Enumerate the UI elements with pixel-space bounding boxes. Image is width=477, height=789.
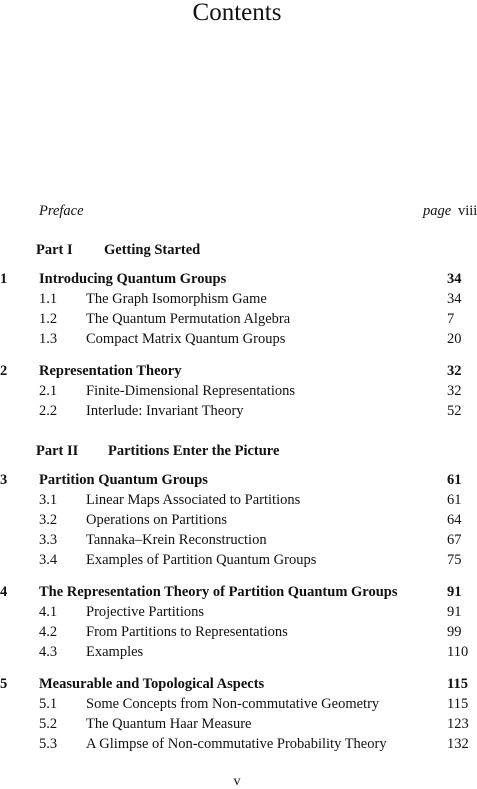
section-page: 52	[447, 403, 462, 419]
section-number: 5.3	[39, 736, 58, 752]
section-page: 91	[447, 604, 462, 620]
section-number: 4.1	[39, 604, 58, 620]
section-page: 110	[447, 644, 469, 660]
chapter-number: 2	[0, 363, 8, 379]
section-title: A Glimpse of Non-commutative Probability Theory	[86, 736, 387, 752]
part-label: Part II	[36, 443, 79, 459]
part-title: Partitions Enter the Picture	[108, 443, 280, 459]
chapter-number: 5	[0, 676, 8, 692]
part-label: Part I	[36, 242, 73, 258]
section-title: Interlude: Invariant Theory	[86, 403, 244, 419]
chapter-title: The Representation Theory of Partition Quantum Groups	[39, 584, 398, 600]
section-number: 3.4	[39, 552, 58, 568]
section-page: 64	[447, 512, 462, 528]
preface-label: Preface	[39, 203, 84, 219]
section-page: 7	[447, 311, 455, 327]
section-number: 4.3	[39, 644, 58, 660]
chapter-number: 3	[0, 472, 8, 488]
part-title: Getting Started	[104, 242, 201, 258]
chapter-page: 115	[447, 676, 468, 692]
section-title: Examples	[86, 644, 144, 660]
preface-page-prefix: page	[423, 203, 452, 219]
section-page: 61	[447, 492, 462, 508]
chapter-title: Introducing Quantum Groups	[39, 271, 227, 287]
section-number: 3.2	[39, 512, 58, 528]
section-title: Tannaka–Krein Reconstruction	[86, 532, 267, 548]
section-page: 115	[447, 696, 469, 712]
section-number: 5.1	[39, 696, 58, 712]
preface-page: viii	[458, 203, 477, 219]
section-title: Compact Matrix Quantum Groups	[86, 331, 286, 347]
chapter-title: Partition Quantum Groups	[39, 472, 208, 488]
section-title: The Graph Isomorphism Game	[86, 291, 267, 307]
section-number: 4.2	[39, 624, 58, 640]
section-page: 99	[447, 624, 462, 640]
page-folio: v	[233, 774, 241, 789]
section-number: 1.2	[39, 311, 58, 327]
page-title: Contents	[192, 0, 282, 26]
section-number: 5.2	[39, 716, 58, 732]
section-title: The Quantum Permutation Algebra	[86, 311, 291, 327]
section-title: Some Concepts from Non-commutative Geometry	[86, 696, 380, 712]
chapter-number: 4	[0, 584, 8, 600]
section-page: 32	[447, 383, 462, 399]
section-page: 20	[447, 331, 462, 347]
section-number: 1.1	[39, 291, 58, 307]
section-title: Examples of Partition Quantum Groups	[86, 552, 317, 568]
chapter-page: 34	[447, 271, 462, 287]
section-title: Operations on Partitions	[86, 512, 227, 528]
chapter-page: 91	[447, 584, 462, 600]
section-title: Finite-Dimensional Representations	[86, 383, 296, 399]
section-title: From Partitions to Representations	[86, 624, 288, 640]
section-page: 123	[447, 716, 469, 732]
chapter-page: 61	[447, 472, 462, 488]
section-number: 3.1	[39, 492, 58, 508]
section-page: 34	[447, 291, 462, 307]
section-page: 67	[447, 532, 462, 548]
section-page: 75	[447, 552, 462, 568]
chapter-title: Representation Theory	[39, 363, 182, 379]
section-number: 2.2	[39, 403, 58, 419]
section-page: 132	[447, 736, 469, 752]
chapter-number: 1	[0, 271, 8, 287]
section-number: 2.1	[39, 383, 58, 399]
section-number: 3.3	[39, 532, 58, 548]
chapter-page: 32	[447, 363, 462, 379]
section-title: The Quantum Haar Measure	[86, 716, 252, 732]
section-title: Projective Partitions	[86, 604, 204, 620]
chapter-title: Measurable and Topological Aspects	[39, 676, 265, 692]
section-number: 1.3	[39, 331, 58, 347]
section-title: Linear Maps Associated to Partitions	[86, 492, 301, 508]
